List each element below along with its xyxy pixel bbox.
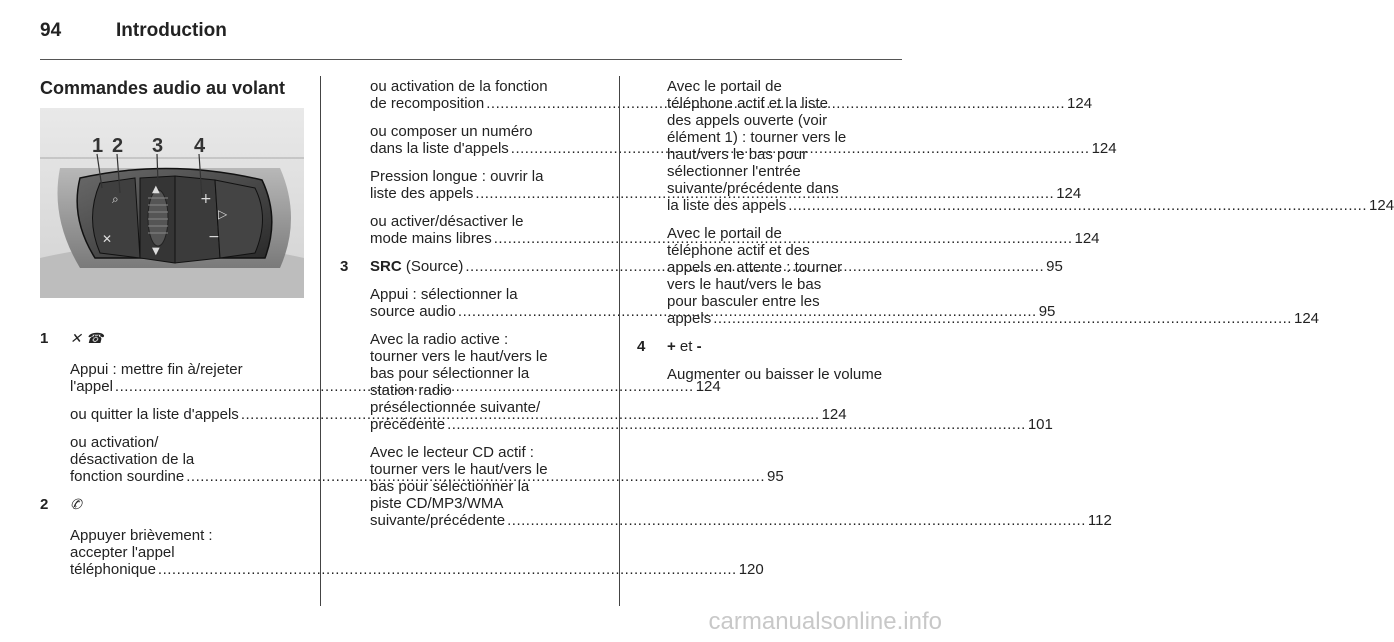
- index-line: SRC (Source) ..... 95: [370, 258, 1063, 275]
- item-number: 1: [40, 330, 49, 347]
- index-line: dans la liste d'appels ..... 124: [370, 140, 602, 157]
- text-line: téléphone actif et des: [667, 242, 810, 259]
- index-line: fonction sourdine ..... 95: [70, 468, 302, 485]
- index-line: téléphonique ..... 120: [70, 561, 302, 578]
- text-line: Avec le portail de: [667, 225, 782, 242]
- index-line: liste des appels ..... 124: [370, 185, 602, 202]
- mute-icon: ✕: [70, 330, 82, 346]
- call-icon: ✆: [70, 496, 82, 512]
- item-number: 4: [637, 338, 646, 355]
- text-line: Appui : sélectionner la: [370, 286, 518, 303]
- chapter-title: Introduction: [116, 20, 227, 41]
- text-line: Augmenter ou baisser le volume: [667, 366, 883, 383]
- index-line: de recomposition ..... 124: [370, 95, 602, 112]
- svg-text:+: +: [200, 191, 212, 207]
- text-line: des appels ouverte (voir: [667, 112, 828, 129]
- item-number: 2: [40, 496, 49, 513]
- index-line: ou quitter la liste d'appels ..... 124: [70, 406, 302, 423]
- text-line: Avec le portail de: [667, 78, 782, 95]
- item-number: 3: [340, 258, 349, 275]
- watermark: carmanualsonline.info: [708, 608, 942, 635]
- text-line: piste CD/MP3/WMA: [370, 495, 504, 512]
- text-line: sélectionner l'entrée: [667, 163, 801, 180]
- text-line: ou activer/désactiver le: [370, 213, 524, 230]
- svg-text:⌕: ⌕: [112, 192, 119, 206]
- index-line: appels ..... 124: [667, 310, 902, 327]
- index-line: source audio ..... 95: [370, 303, 602, 320]
- text-line: bas pour sélectionner la: [370, 478, 530, 495]
- svg-text:▼: ▼: [152, 246, 160, 257]
- index-line: la liste des appels ..... 124: [667, 197, 902, 214]
- text-line: bas pour sélectionner la: [370, 365, 530, 382]
- text-line: ou composer un numéro: [370, 123, 533, 140]
- svg-text:−: −: [208, 229, 220, 245]
- svg-text:✕: ✕: [102, 232, 113, 246]
- text-line: appels en attente : tourner: [667, 259, 843, 276]
- text-line: Avec la radio active :: [370, 331, 509, 348]
- text-line: ou activation de la fonction: [370, 78, 548, 95]
- text-line: tourner vers le haut/vers le: [370, 461, 548, 478]
- svg-text:▷: ▷: [218, 207, 228, 221]
- page-number: 94: [40, 20, 62, 41]
- text-line: Pression longue : ouvrir la: [370, 168, 544, 185]
- item-2: [40, 496, 302, 513]
- callout-1: 1: [92, 135, 104, 157]
- callout-2: 2: [112, 135, 124, 157]
- column-divider: [619, 76, 620, 606]
- text-line: ou activation/: [70, 434, 159, 451]
- text-line: désactivation de la: [70, 451, 195, 468]
- text-line: accepter l'appel: [70, 544, 175, 561]
- text-line: suivante/précédente dans: [667, 180, 839, 197]
- text-line: Appui : mettre fin à/rejeter: [70, 361, 243, 378]
- index-line: l'appel ..... 124: [70, 378, 302, 395]
- item-4: [637, 338, 902, 355]
- text-line: élément 1) : tourner vers le: [667, 129, 847, 146]
- text-line: tourner vers le haut/vers le: [370, 348, 548, 365]
- callout-3: 3: [152, 135, 164, 157]
- text-line: téléphone actif et la liste: [667, 95, 828, 112]
- item-4-label: + et -: [667, 338, 702, 355]
- text-line: Appuyer brièvement :: [70, 527, 213, 544]
- index-line: suivante/précédente ..... 112: [370, 512, 602, 529]
- text-line: vers le haut/vers le bas: [667, 276, 822, 293]
- text-line: haut/vers le bas pour: [667, 146, 808, 163]
- callout-4: 4: [194, 135, 206, 157]
- item-1: [40, 330, 302, 347]
- header-rule: [40, 59, 902, 60]
- index-line: précédente ..... 101: [370, 416, 602, 433]
- svg-text:▲: ▲: [152, 184, 160, 195]
- text-line: Avec le lecteur CD actif :: [370, 444, 534, 461]
- text-line: station radio: [370, 382, 452, 399]
- steering-wheel-controls-figure: [40, 108, 304, 298]
- column-divider: [320, 76, 321, 606]
- item-1-icons: [70, 330, 302, 347]
- text-line: présélectionnée suivante/: [370, 399, 541, 416]
- index-line: mode mains libres ..... 124: [370, 230, 602, 247]
- end-call-icon: ☎: [85, 330, 104, 346]
- text-line: pour basculer entre les: [667, 293, 820, 310]
- section-title: Commandes audio au volant: [40, 78, 286, 98]
